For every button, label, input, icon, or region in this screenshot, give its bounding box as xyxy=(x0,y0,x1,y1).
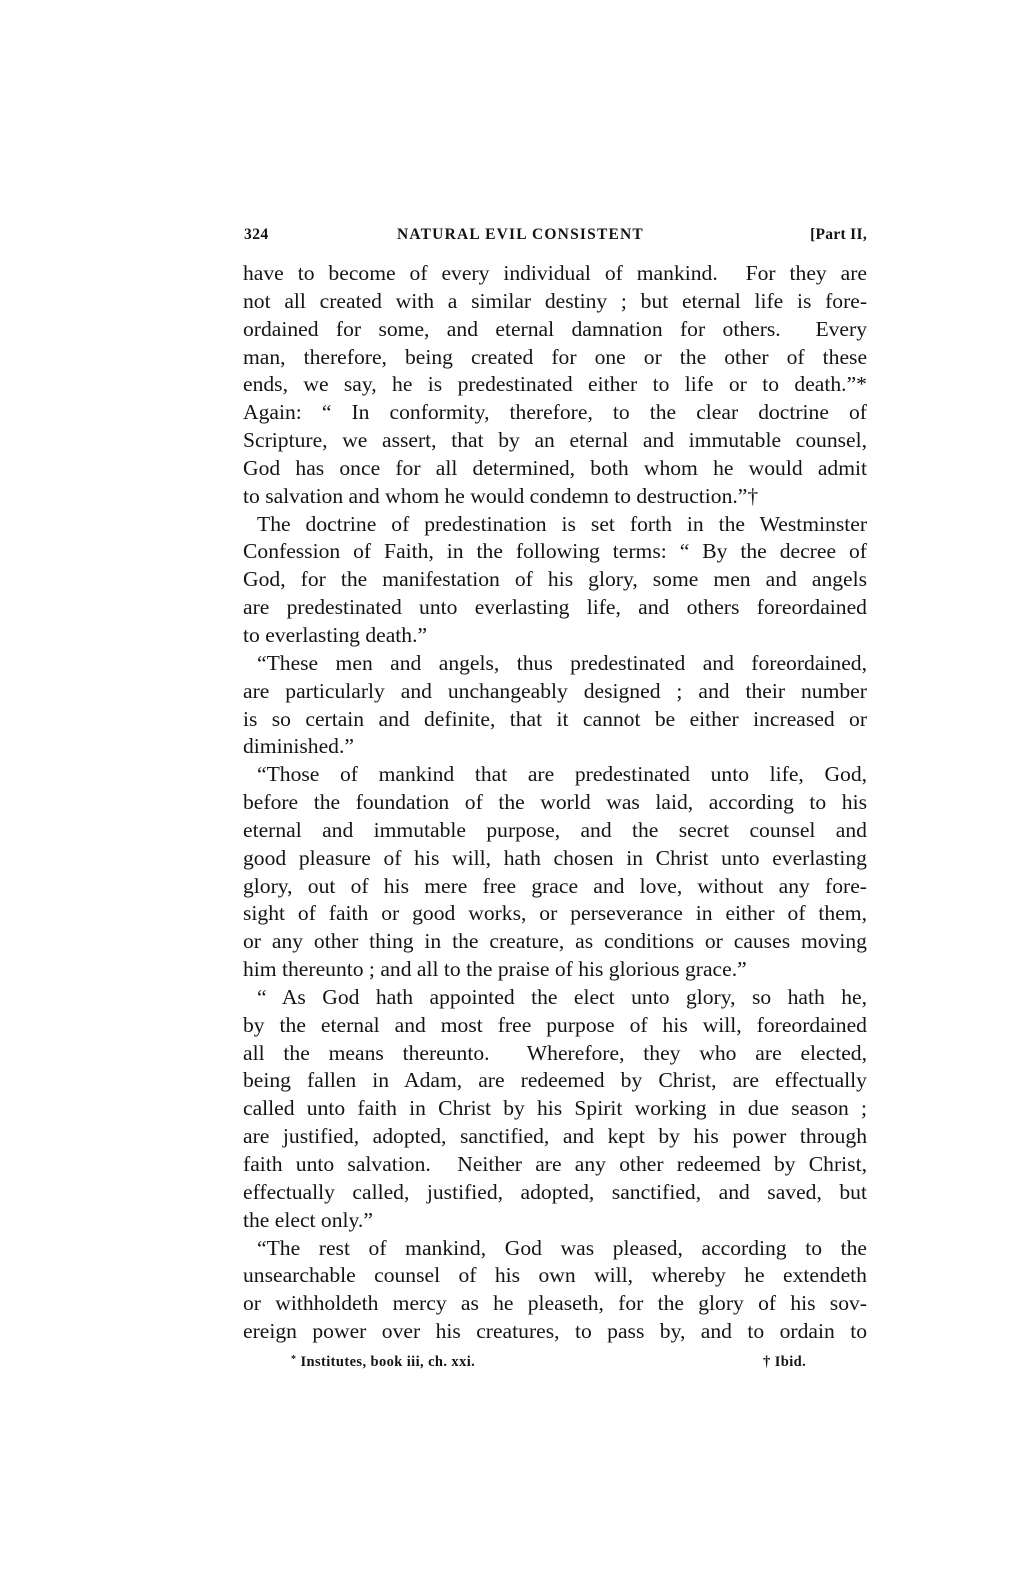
running-head xyxy=(243,222,867,246)
text-line: Again: “ In conformity, therefore, to the clear doctrine of xyxy=(243,400,867,425)
text-line: good pleasure of his will, hath chosen in Christ unto everlasting xyxy=(243,845,867,870)
text-line: effectually called, justified, adopted, sanctified, and saved, but xyxy=(243,1179,867,1204)
text-line: man, therefore, being created for one or the other of these xyxy=(243,344,868,369)
text-line: by the eternal and most free purpose of his will, foreordained xyxy=(243,1012,867,1037)
footnote-mark: † xyxy=(763,1353,771,1370)
text-line: Confession of Faith, in the following terms: “ By the decree of xyxy=(243,539,867,564)
text-line: him thereunto ; and all to the praise of his glorious grace.” xyxy=(243,957,747,982)
footnote-mark: * xyxy=(291,1353,297,1365)
footnote-institutes xyxy=(291,1354,475,1371)
footnotes xyxy=(243,1352,867,1376)
text-line: have to become of every individual of mankind. For they are xyxy=(243,261,868,285)
text-line: ereign power over his creatures, to pass by, and to ordain to xyxy=(243,1319,868,1344)
footnote-text: Ibid. xyxy=(774,1353,807,1370)
text-line: sight of faith or good works, or perseverance in either of them, xyxy=(243,901,867,926)
text-line: being fallen in Adam, are redeemed by Christ, are effectually xyxy=(243,1068,867,1093)
text-line: unsearchable counsel of his own will, whereby he extendeth xyxy=(243,1263,867,1288)
text-line: God has once for all determined, both whom he would admit xyxy=(243,455,868,480)
text-line: or any other thing in the creature, as conditions or causes moving xyxy=(243,929,867,954)
text-line: the elect only.” xyxy=(243,1207,373,1232)
footnote-ibid xyxy=(763,1354,806,1371)
page-number: 324 xyxy=(244,226,269,243)
text-line: are predestinated unto everlasting life, and others foreordained xyxy=(243,595,867,620)
text-line: glory, out of his mere free grace and love, without any fore- xyxy=(243,873,867,898)
text-line: not all created with a similar destiny ; but eternal life is fore- xyxy=(243,288,868,313)
text-line: to salvation and whom he would condemn to destruction.”† xyxy=(243,483,759,508)
text-line: are particularly and unchangeably designed ; and their number xyxy=(243,678,867,703)
text-line: before the foundation of the world was laid, according to his xyxy=(243,790,867,815)
text-line: Scripture, we assert, that by an eternal and immutable counsel, xyxy=(243,428,868,453)
text-line: God, for the manifestation of his glory, some men and angels xyxy=(243,567,868,592)
text-line: called unto faith in Christ by his Spirit working in due season ; xyxy=(243,1096,868,1121)
text-line: ends, we say, he is predestinated either to life or to death.”* xyxy=(243,372,867,397)
text-line: “The rest of mankind, God was pleased, according to the xyxy=(257,1235,867,1260)
text-line: is so certain and definite, that it cannot be either increased or xyxy=(243,706,868,731)
text-line: “These men and angels, thus predestinated and foreordained, xyxy=(257,650,867,675)
text-line: ordained for some, and eternal damnation for others. Every xyxy=(243,316,867,341)
text-line: “Those of mankind that are predestinated unto life, God, xyxy=(257,762,868,787)
text-line: The doctrine of predestination is set forth in the Westminster xyxy=(257,511,868,536)
text-line: “ As God hath appointed the elect unto glory, so hath he, xyxy=(257,984,867,1009)
text-line: eternal and immutable purpose, and the secret counsel and xyxy=(243,817,867,842)
part-label: [Part II, xyxy=(810,226,867,243)
text-line: diminished.” xyxy=(243,734,354,759)
text-line: or withholdeth mercy as he pleaseth, for the glory of his sov- xyxy=(243,1291,867,1316)
footnote-text: Institutes, book iii, ch. xxi. xyxy=(300,1353,476,1370)
text-line: to everlasting death.” xyxy=(243,622,428,647)
text-line: are justified, adopted, sanctified, and kept by his power through xyxy=(243,1124,868,1149)
running-title: NATURAL EVIL CONSISTENT xyxy=(397,226,644,243)
text-line: all the means thereunto. Wherefore, they who are elected, xyxy=(243,1040,868,1065)
text-line: faith unto salvation. Neither are any other redeemed by Christ, xyxy=(243,1152,867,1176)
book-page xyxy=(243,222,867,1376)
body-text xyxy=(243,260,867,1346)
